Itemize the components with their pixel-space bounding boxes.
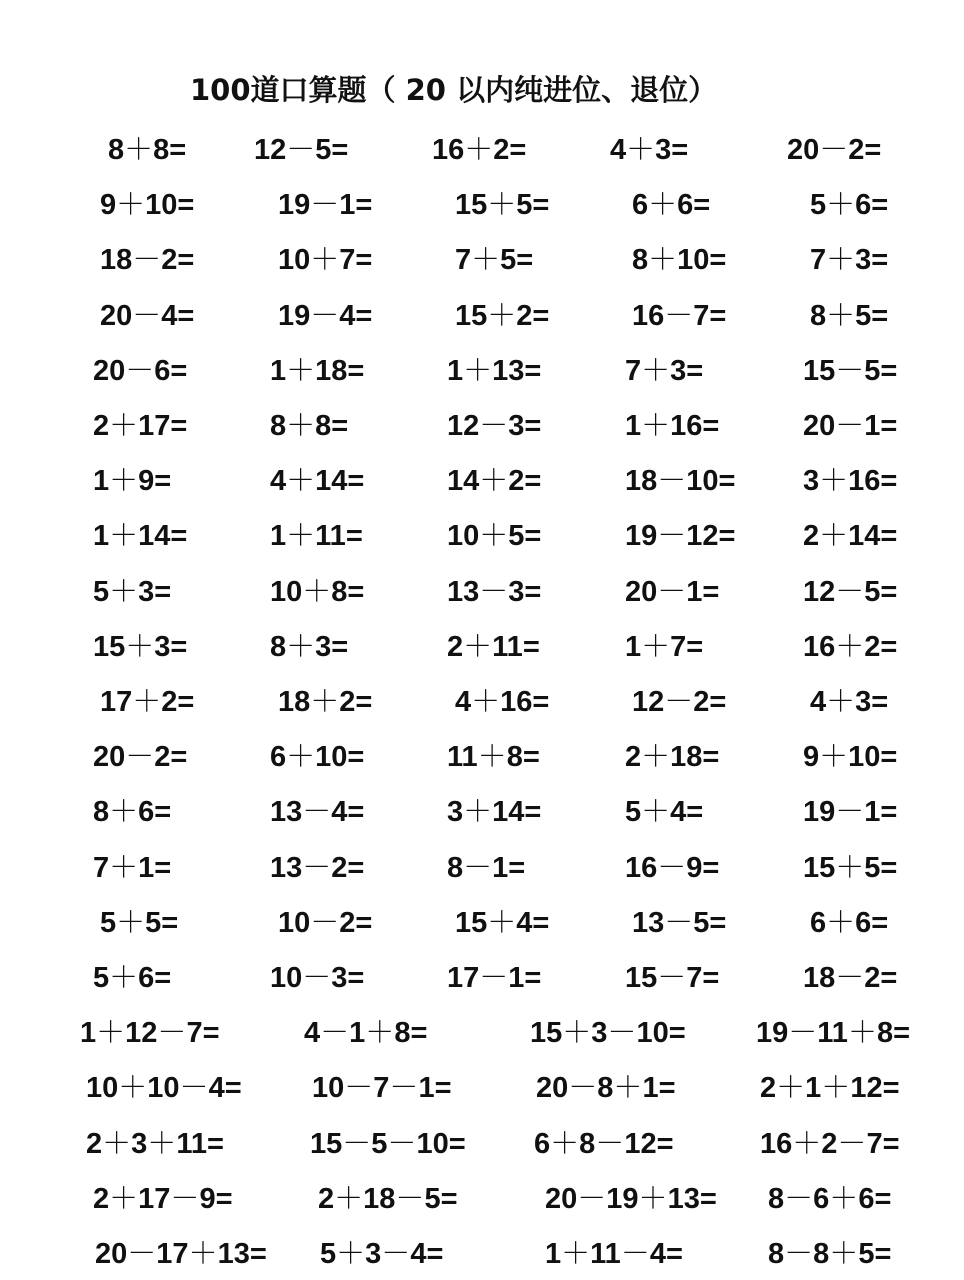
problem: 7＋5=	[455, 242, 534, 276]
problem: 7＋3=	[625, 353, 704, 387]
problem: 15－5=	[803, 353, 898, 387]
problem: 17－1=	[447, 960, 542, 994]
problem: 15＋3－10=	[530, 1015, 686, 1049]
problem: 13－3=	[447, 574, 542, 608]
problem: 1＋9=	[93, 463, 172, 497]
problem: 4＋14=	[270, 463, 365, 497]
problem: 13－4=	[270, 794, 365, 828]
problem: 10－3=	[270, 960, 365, 994]
problem: 10＋10－4=	[86, 1070, 242, 1104]
problem: 1＋11－4=	[545, 1236, 683, 1270]
problem: 1＋13=	[447, 353, 542, 387]
problem: 20－1=	[803, 408, 898, 442]
problem: 8＋6=	[93, 794, 172, 828]
problem: 20－1=	[625, 574, 720, 608]
problem: 12－5=	[803, 574, 898, 608]
problem: 5＋6=	[810, 187, 889, 221]
problem: 8＋10=	[632, 242, 727, 276]
problem: 20－19＋13=	[545, 1181, 717, 1215]
problem: 11＋8=	[447, 739, 540, 773]
problem: 14＋2=	[447, 463, 542, 497]
problem: 10－7－1=	[312, 1070, 452, 1104]
problem: 6＋6=	[632, 187, 711, 221]
problem: 18＋2=	[278, 684, 373, 718]
problem: 8＋5=	[810, 298, 889, 332]
problem: 13－2=	[270, 850, 365, 884]
problem: 19－4=	[278, 298, 373, 332]
problem: 9＋10=	[803, 739, 898, 773]
problem: 4＋3=	[810, 684, 889, 718]
problem: 8－6＋6=	[768, 1181, 892, 1215]
problem: 1＋14=	[93, 518, 188, 552]
problem: 15＋5=	[803, 850, 898, 884]
problem: 2＋14=	[803, 518, 898, 552]
problem: 19－1=	[803, 794, 898, 828]
problem: 7＋3=	[810, 242, 889, 276]
problem: 1＋11=	[270, 518, 363, 552]
problem: 8－1=	[447, 850, 526, 884]
problem: 1＋18=	[270, 353, 365, 387]
problem: 15－7=	[625, 960, 720, 994]
problem: 4－1＋8=	[304, 1015, 428, 1049]
problem: 8－8＋5=	[768, 1236, 892, 1270]
problem: 18－10=	[625, 463, 736, 497]
problem: 9＋10=	[100, 187, 195, 221]
problem: 5＋6=	[93, 960, 172, 994]
problem: 10＋7=	[278, 242, 373, 276]
problem: 5＋3=	[93, 574, 172, 608]
problem: 13－5=	[632, 905, 727, 939]
problem: 7＋1=	[93, 850, 172, 884]
problem: 16－7=	[632, 298, 727, 332]
problem: 2＋11=	[447, 629, 540, 663]
problem: 2＋18－5=	[318, 1181, 458, 1215]
problem: 10＋5=	[447, 518, 542, 552]
problem: 15＋4=	[455, 905, 550, 939]
problem: 15＋3=	[93, 629, 188, 663]
problem: 12－2=	[632, 684, 727, 718]
problem: 15－5－10=	[310, 1126, 466, 1160]
problem: 1＋16=	[625, 408, 720, 442]
problem: 10＋8=	[270, 574, 365, 608]
problem: 16＋2=	[432, 132, 527, 166]
problem: 5＋5=	[100, 905, 179, 939]
problem: 18－2=	[100, 242, 195, 276]
problem: 15＋5=	[455, 187, 550, 221]
problem: 3＋16=	[803, 463, 898, 497]
problem: 8＋3=	[270, 629, 349, 663]
problem: 17＋2=	[100, 684, 195, 718]
problem: 2＋17=	[93, 408, 188, 442]
problem: 5＋3－4=	[320, 1236, 444, 1270]
problem: 19－11＋8=	[756, 1015, 911, 1049]
problem: 2＋1＋12=	[760, 1070, 900, 1104]
problem: 2＋3＋11=	[86, 1126, 224, 1160]
problem: 19－12=	[625, 518, 736, 552]
problem: 3＋14=	[447, 794, 542, 828]
problem: 20－17＋13=	[95, 1236, 267, 1270]
problem: 20－2=	[93, 739, 188, 773]
problem: 10－2=	[278, 905, 373, 939]
problem: 2＋18=	[625, 739, 720, 773]
problem: 2＋17－9=	[93, 1181, 233, 1215]
problem: 8＋8=	[270, 408, 349, 442]
problem: 1＋7=	[625, 629, 704, 663]
problem: 16＋2－7=	[760, 1126, 900, 1160]
problem: 6＋8－12=	[534, 1126, 674, 1160]
problem: 15＋2=	[455, 298, 550, 332]
problem: 4＋16=	[455, 684, 550, 718]
problem: 8＋8=	[108, 132, 187, 166]
problem: 20－8＋1=	[536, 1070, 676, 1104]
problem: 4＋3=	[610, 132, 689, 166]
problem: 19－1=	[278, 187, 373, 221]
page-title: 100道口算题（ 20 以内纯进位、退位）	[190, 73, 718, 107]
problem: 20－2=	[787, 132, 882, 166]
problem: 5＋4=	[625, 794, 704, 828]
problem: 6＋6=	[810, 905, 889, 939]
problem: 12－5=	[254, 132, 349, 166]
problem: 20－4=	[100, 298, 195, 332]
problem: 1＋12－7=	[80, 1015, 220, 1049]
problem: 16＋2=	[803, 629, 898, 663]
problem: 18－2=	[803, 960, 898, 994]
problem: 16－9=	[625, 850, 720, 884]
problem: 6＋10=	[270, 739, 365, 773]
problem: 20－6=	[93, 353, 188, 387]
problem: 12－3=	[447, 408, 542, 442]
